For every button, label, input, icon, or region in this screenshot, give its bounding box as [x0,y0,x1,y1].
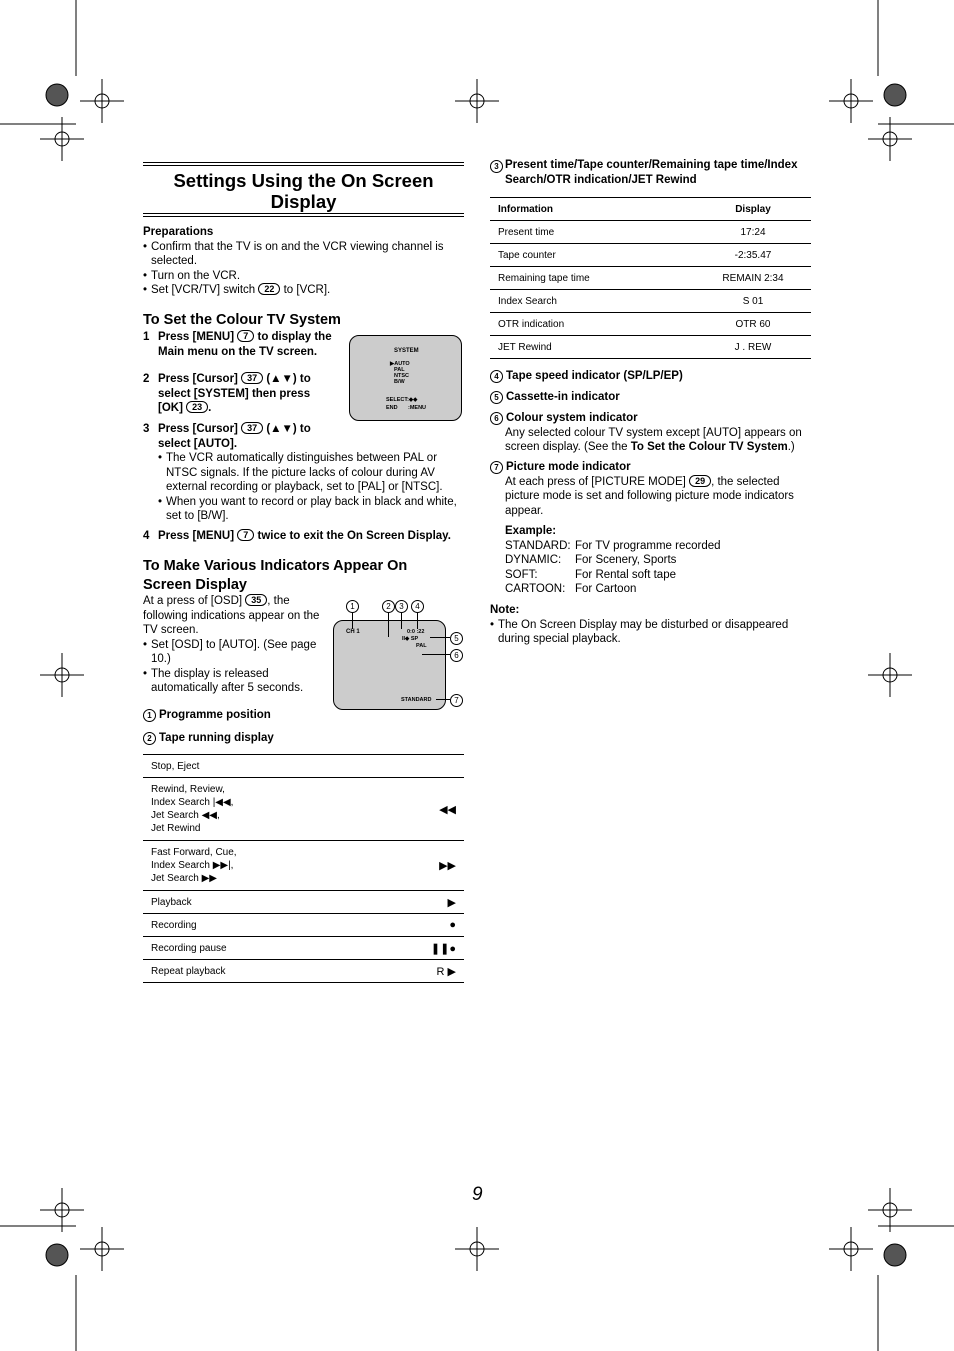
item-number: 1 [143,709,156,722]
intro-text [143,594,328,638]
callout-number: 3 [395,600,408,613]
tape-symbol: R ▶ [372,960,464,983]
tape-symbol: ▶▶ [372,841,464,891]
table-row [143,914,464,937]
step-text: Press [Cursor] [158,423,238,435]
example-description: For Rental soft tape [575,568,676,581]
tape-symbol: ❚❚● [372,937,464,960]
callout-number: 6 [450,649,463,662]
step-text: Press [MENU] [158,530,235,542]
osd-channel: CH 1 [346,629,360,635]
info-value: -2:35.47 [695,244,811,267]
ref-badge: 23 [186,401,208,413]
item-number: 2 [143,732,156,745]
system-menu-screen [349,335,462,421]
desc-text: , the selected picture mode is set and following picture mode indicators appear. [505,475,794,517]
colour-step-2 [143,372,328,416]
example-heading: Example: [505,525,557,537]
step-text: Press [Cursor] [158,373,238,385]
step-text: to display the Main menu on the TV screen. [158,331,332,358]
step-number: 3 [143,423,150,435]
step-note: • The VCR automatically distinguishes between PAL or NTSC signals. If the picture lacks of colour during AV external recording or playback, set to [PAL] or [NTSC]. [158,451,465,495]
table-row [143,937,464,960]
prep-item-text: to [VCR]. [283,284,331,296]
osd-screen [333,620,446,710]
tape-symbol [372,755,464,778]
item-number: 7 [490,461,503,474]
intro-bullet: • Set [OSD] to [AUTO]. (See page 10.) [143,638,328,667]
screen-options [390,361,410,385]
callout-number: 4 [411,600,424,613]
item-label: Programme position [159,709,271,721]
item-1 [143,708,271,723]
note-section [490,603,810,647]
screen-option: NTSC [394,373,409,379]
tape-symbol: ● [372,914,464,937]
info-table [490,197,811,359]
table-row [143,778,464,841]
osd-speed: II◆ SP [402,636,419,642]
prep-item [143,283,463,298]
screen-menu: :MENU [408,405,427,411]
item-number: 5 [490,391,503,404]
item-4 [490,369,683,384]
item-label: Tape running display [159,732,274,744]
tape-state: Playback [143,891,372,914]
screen-title: SYSTEM [394,348,419,354]
colour-step-3 [143,422,465,524]
item-6 [490,411,815,455]
ref-badge: 37 [241,422,263,434]
table-row [490,290,811,313]
item-description [490,426,815,455]
item-label: Cassette-in indicator [506,391,620,403]
ref-badge: 35 [245,594,267,606]
colour-step-4 [143,529,473,544]
step-text: . [208,402,212,414]
table-row [490,221,811,244]
item-number: 4 [490,370,503,383]
example-list [505,539,721,597]
example-mode: STANDARD: [505,539,571,552]
example-row [505,568,721,583]
screen-option: PAL [394,367,405,373]
tape-symbol: ◀◀ [372,778,464,841]
info-label: OTR indication [490,313,695,336]
example-description: For TV programme recorded [575,539,721,552]
info-label: Remaining tape time [490,267,695,290]
example-mode: CARTOON: [505,583,566,595]
screen-option: ▶AUTO [390,361,410,367]
ref-badge: 37 [241,372,263,384]
callout-number: 1 [346,600,359,613]
step-text: twice to exit the On Screen Display. [257,530,451,542]
callout-number: 2 [382,600,395,613]
table-row [143,960,464,983]
item-label: Colour system indicator [506,412,638,424]
info-label: JET Rewind [490,336,695,359]
ref-badge: 7 [237,330,254,342]
note-heading: Note: [490,604,520,616]
intro-bullet: • The display is released automatically after 5 seconds. [143,667,328,696]
tape-symbol: ▶ [372,891,464,914]
step-number: 4 [143,530,150,542]
indicators-heading: To Make Various Indicators Appear On Screen Display [143,558,408,593]
desc-text: Any selected colour TV system except [AUTO] appears on screen display. (See the [505,426,802,453]
osd-picture-mode: STANDARD [401,697,432,703]
desc-text: .) [787,441,795,453]
colour-system-heading: To Set the Colour TV System [143,312,341,328]
item-label: Present time/Tape counter/Remaining tape time/Index Search/OTR indication/JET Rewind [505,159,798,186]
tape-running-table [143,754,464,983]
table-row [490,313,811,336]
ref-badge: 29 [689,475,711,487]
info-header: Information [490,198,695,221]
osd-colour: PAL [416,643,427,649]
screen-select: SELECT:◆◆ [386,397,418,403]
table-row [143,891,464,914]
info-value: 17:24 [695,221,811,244]
callout-number: 5 [450,632,463,645]
info-value: S 01 [695,290,811,313]
preparations-section [143,225,463,298]
intro-text-post: , the following indications appear on the TV screen. [143,595,320,636]
table-row [143,841,464,891]
example-mode: SOFT: [505,568,538,581]
example-mode: DYNAMIC: [505,554,562,566]
desc-ref: To Set the Colour TV System [630,441,788,453]
item-number: 6 [490,412,503,425]
step-note: • When you want to record or play back in black and white, set to [B/W]. [158,495,465,524]
example-row [505,539,721,554]
colour-step-1 [143,330,343,359]
example-section [505,524,721,597]
info-label: Present time [490,221,695,244]
note-text: • The On Screen Display may be disturbed or disappeared during special playback. [490,618,810,647]
example-row [505,582,721,597]
screen-option: B/W [394,379,405,385]
tape-state: Repeat playback [143,960,372,983]
prep-item-text: Set [VCR/TV] switch [151,284,256,296]
preparations-heading: Preparations [143,226,214,238]
item-description [490,475,810,519]
info-header: Display [695,198,811,221]
tape-state: Fast Forward, Cue, Index Search ▶▶|, Jet Search ▶▶ [143,841,372,891]
example-description: For Scenery, Sports [575,554,677,566]
item-5 [490,390,620,405]
step-text: (▲▼) to select [AUTO]. [158,423,311,450]
info-label: Tape counter [490,244,695,267]
info-value: J . REW [695,336,811,359]
tape-state: Recording [143,914,372,937]
osd-time: 0:0 :22 [407,629,425,635]
tape-state: Stop, Eject [143,755,372,778]
indicators-intro [143,594,328,696]
item-2 [143,731,274,746]
page-number: 9 [472,1184,483,1205]
prep-item: • Confirm that the TV is on and the VCR viewing channel is selected. [143,240,463,269]
table-row [490,267,811,290]
item-3 [490,158,820,187]
info-label: Index Search [490,290,695,313]
ref-badge: 7 [237,529,254,541]
item-number: 3 [490,160,503,173]
step-text: Press [MENU] [158,331,235,343]
table-row [490,244,811,267]
intro-text-pre: At a press of [OSD] [143,595,243,607]
screen-end: END [386,405,398,411]
example-row [505,553,721,568]
ref-badge: 22 [258,283,280,295]
table-row [143,755,464,778]
info-value: OTR 60 [695,313,811,336]
tape-state: Recording pause [143,937,372,960]
info-value: REMAIN 2:34 [695,267,811,290]
item-7 [490,460,810,518]
callout-number: 7 [450,694,463,707]
item-label: Tape speed indicator (SP/LP/EP) [506,370,683,382]
page-title: Settings Using the On Screen Display [173,170,434,212]
desc-text: At each press of [PICTURE MODE] [505,475,686,488]
step-number: 1 [143,331,150,343]
item-label: Picture mode indicator [506,461,631,473]
prep-item: • Turn on the VCR. [143,269,463,284]
table-row [490,336,811,359]
step-number: 2 [143,373,150,385]
tape-state: Rewind, Review, Index Search |◀◀, Jet Search ◀◀, Jet Rewind [143,778,372,841]
step-text: (▲▼) to select [SYSTEM] then press [OK] [158,373,311,414]
example-description: For Cartoon [575,583,637,595]
